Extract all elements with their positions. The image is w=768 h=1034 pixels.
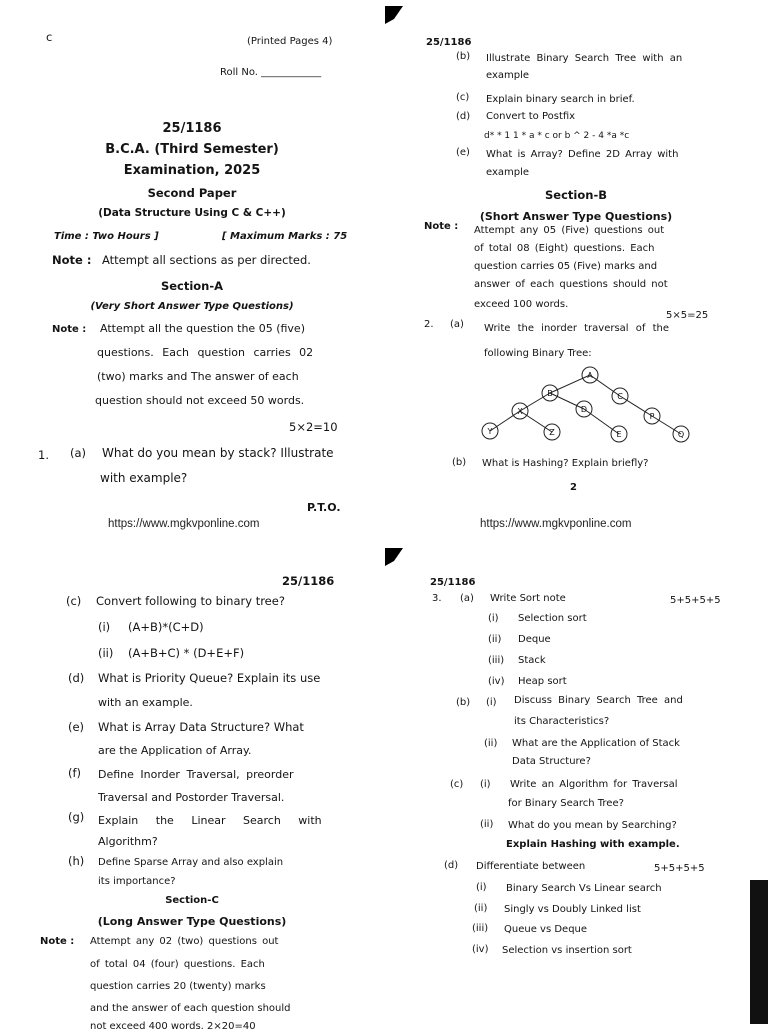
question-text: example bbox=[486, 70, 530, 81]
question-label: (f) bbox=[68, 766, 82, 780]
postfix-expression: d* * 1 1 * a * c or b ^ 2 - 4 *a *c bbox=[484, 131, 630, 141]
pto-label: P.T.O. bbox=[307, 501, 341, 514]
section-b-title: Section-B bbox=[545, 188, 607, 202]
tree-node-p: P bbox=[649, 412, 655, 421]
question-text: Selection sort bbox=[518, 613, 587, 624]
question-2a-text: Write the inorder traversal of the bbox=[484, 323, 669, 334]
question-text: Discuss Binary Search Tree and bbox=[514, 695, 683, 706]
tree-node-y: Y bbox=[487, 427, 493, 436]
question-text: Write an Algorithm for Traversal bbox=[510, 779, 678, 790]
page-header: 25/1186 bbox=[282, 574, 335, 588]
question-label: (ii) bbox=[474, 903, 488, 914]
section-b-note-line: exceed 100 words. bbox=[474, 299, 569, 310]
question-text: Binary Search Vs Linear search bbox=[506, 883, 662, 894]
section-a-note-line: questions. Each question carries 02 bbox=[97, 346, 314, 359]
question-label: (h) bbox=[68, 854, 85, 868]
question-label: (d) bbox=[456, 111, 471, 122]
question-label: (c) bbox=[456, 92, 470, 103]
exam-page-2 bbox=[384, 0, 768, 512]
section-c-note-line: and the answer of each question should bbox=[90, 1003, 291, 1014]
question-text: (A+B)*(C+D) bbox=[128, 620, 204, 634]
question-text: its Characteristics? bbox=[514, 716, 610, 727]
question-text: Define Sparse Array and also explain bbox=[98, 857, 284, 868]
footer-url[interactable]: https://www.mgkvponline.com bbox=[108, 518, 260, 530]
question-text: Illustrate Binary Search Tree with an bbox=[486, 53, 683, 64]
question-label: (c) bbox=[66, 594, 82, 608]
question-text: Traversal and Postorder Traversal. bbox=[98, 791, 285, 804]
question-3c-label: (c) bbox=[450, 779, 464, 790]
subject-name: (Data Structure Using C & C++) bbox=[98, 207, 286, 219]
question-text: Data Structure? bbox=[512, 756, 591, 767]
exam-page-1 bbox=[0, 0, 384, 512]
section-b-subtitle: (Short Answer Type Questions) bbox=[479, 210, 673, 223]
question-label: (d) bbox=[68, 671, 85, 685]
time-label: Time : Two Hours ] bbox=[54, 231, 159, 242]
printed-pages: (Printed Pages 4) bbox=[247, 36, 333, 47]
question-text: Convert to Postfix bbox=[486, 111, 576, 122]
note-label: Note : bbox=[52, 253, 92, 267]
question-label: (i) bbox=[488, 613, 499, 624]
section-c-subtitle: (Long Answer Type Questions) bbox=[97, 915, 287, 928]
question-1a-text: with example? bbox=[100, 471, 188, 485]
question-label: (i) bbox=[476, 882, 487, 893]
question-2b-label: (b) bbox=[452, 457, 467, 468]
note-text: Attempt all sections as per directed. bbox=[102, 253, 311, 267]
question-3b-label: (b) bbox=[456, 697, 471, 708]
section-a-note-line: question should not exceed 50 words. bbox=[95, 394, 305, 407]
question-text: Deque bbox=[518, 634, 551, 645]
question-text: Explain the Linear Search with bbox=[98, 814, 322, 827]
corner-mark: c bbox=[46, 30, 53, 44]
question-1a-text: What do you mean by stack? Illustrate bbox=[102, 446, 334, 460]
question-2b-text: What is Hashing? Explain briefly? bbox=[482, 458, 649, 469]
roll-no: Roll No. ____________ bbox=[220, 67, 322, 78]
question-2a-label: (a) bbox=[450, 319, 464, 330]
question-3d-marks: 5+5+5+5 bbox=[654, 863, 705, 874]
paper-name: Second Paper bbox=[147, 186, 237, 200]
question-text: example bbox=[486, 167, 530, 178]
tree-node-x: X bbox=[517, 407, 523, 416]
tree-node-c: C bbox=[617, 392, 623, 401]
question-text: Convert following to binary tree? bbox=[96, 594, 285, 608]
exam-title: Examination, 2025 bbox=[123, 163, 261, 178]
section-b-note-line: answer of each questions should not bbox=[474, 279, 668, 290]
section-c-note-line: not exceed 400 words. 2×20=40 bbox=[90, 1021, 256, 1032]
section-b-note-line: Attempt any 05 (Five) questions out bbox=[474, 225, 665, 236]
question-text: with an example. bbox=[98, 696, 193, 709]
question-3a-marks: 5+5+5+5 bbox=[670, 595, 721, 606]
question-label: (i) bbox=[480, 779, 491, 790]
section-b-note-label: Note : bbox=[424, 221, 459, 232]
section-c-note-line: of total 04 (four) questions. Each bbox=[90, 959, 265, 970]
tree-node-a: A bbox=[587, 371, 593, 380]
section-a-note-label: Note : bbox=[52, 324, 87, 335]
tree-node-q: Q bbox=[677, 430, 685, 439]
section-a-note-line: Attempt all the question the 05 (five) bbox=[100, 322, 305, 335]
question-label: (e) bbox=[456, 147, 470, 158]
question-label: (i) bbox=[98, 620, 111, 634]
exam-page-4 bbox=[384, 512, 768, 1024]
section-b-marks: 5×5=25 bbox=[666, 310, 709, 321]
max-marks: [ Maximum Marks : 75 bbox=[222, 231, 348, 242]
section-b-note-line: of total 08 (Eight) questions. Each bbox=[474, 243, 655, 254]
question-text: Queue vs Deque bbox=[504, 924, 588, 935]
section-a-marks: 5×2=10 bbox=[289, 420, 338, 434]
question-text: What is Priority Queue? Explain its use bbox=[98, 671, 321, 685]
exam-page-3 bbox=[0, 512, 384, 1032]
question-text: Explain Hashing with example. bbox=[506, 839, 680, 850]
question-text: Stack bbox=[518, 655, 546, 666]
scan-edge-shadow bbox=[750, 880, 768, 1024]
question-text: its importance? bbox=[98, 876, 176, 887]
question-text: What is Array Data Structure? What bbox=[98, 720, 304, 734]
section-a-subtitle: (Very Short Answer Type Questions) bbox=[90, 301, 294, 312]
section-c-note-label: Note : bbox=[40, 936, 75, 947]
question-3d-text: Differentiate between bbox=[476, 861, 586, 872]
question-label: (ii) bbox=[480, 819, 494, 830]
question-label: (ii) bbox=[98, 646, 114, 660]
question-2a-text: following Binary Tree: bbox=[484, 348, 592, 359]
page-header: 25/1186 bbox=[426, 37, 472, 48]
question-text: What are the Application of Stack bbox=[512, 738, 680, 749]
question-3d-label: (d) bbox=[444, 860, 459, 871]
binary-tree-diagram bbox=[384, 0, 768, 512]
question-label: (iii) bbox=[488, 655, 505, 666]
question-label: (iv) bbox=[488, 676, 505, 687]
question-text: are the Application of Array. bbox=[98, 744, 252, 757]
page-number: 2 bbox=[570, 482, 577, 493]
question-text: What is Array? Define 2D Array with bbox=[486, 149, 679, 160]
tree-node-e: E bbox=[616, 430, 622, 439]
question-3a-text: Write Sort note bbox=[490, 593, 566, 604]
section-a-title: Section-A bbox=[160, 279, 224, 293]
question-text: Define Inorder Traversal, preorder bbox=[98, 768, 294, 781]
page-header: 25/1186 bbox=[430, 577, 476, 588]
tree-node-z: Z bbox=[549, 428, 555, 437]
section-c-note-line: question carries 20 (twenty) marks bbox=[90, 981, 266, 992]
question-label: (ii) bbox=[488, 634, 502, 645]
question-2-number: 2. bbox=[424, 319, 434, 330]
question-text: What do you mean by Searching? bbox=[508, 820, 677, 831]
question-text: Heap sort bbox=[518, 676, 567, 687]
course-title: B.C.A. (Third Semester) bbox=[105, 142, 279, 157]
question-1a-label: (a) bbox=[70, 446, 87, 460]
section-c-note-line: Attempt any 02 (two) questions out bbox=[90, 936, 279, 947]
question-label: (iv) bbox=[472, 944, 489, 955]
question-text: Algorithm? bbox=[98, 835, 158, 848]
question-text: Selection vs insertion sort bbox=[502, 945, 632, 956]
question-label: (iii) bbox=[472, 923, 489, 934]
question-label: (e) bbox=[68, 720, 85, 734]
question-3a-label: (a) bbox=[460, 593, 474, 604]
footer-url[interactable]: https://www.mgkvponline.com bbox=[480, 518, 632, 530]
section-c-title: Section-C bbox=[165, 895, 219, 906]
tree-node-b: B bbox=[547, 389, 553, 398]
section-b-note-line: question carries 05 (Five) marks and bbox=[474, 261, 658, 272]
question-text: Singly vs Doubly Linked list bbox=[504, 904, 641, 915]
section-a-note-line: (two) marks and The answer of each bbox=[97, 370, 299, 383]
question-text: for Binary Search Tree? bbox=[508, 798, 624, 809]
question-3-number: 3. bbox=[432, 593, 442, 604]
question-label: (i) bbox=[486, 697, 497, 708]
question-label: (b) bbox=[456, 51, 471, 62]
question-text: (A+B+C) * (D+E+F) bbox=[128, 646, 245, 660]
question-label: (g) bbox=[68, 810, 85, 824]
tree-node-d: D bbox=[580, 405, 588, 414]
question-text: Explain binary search in brief. bbox=[486, 94, 635, 105]
paper-code: 25/1186 bbox=[162, 121, 222, 136]
question-1-number: 1. bbox=[38, 448, 49, 462]
question-label: (ii) bbox=[484, 738, 498, 749]
